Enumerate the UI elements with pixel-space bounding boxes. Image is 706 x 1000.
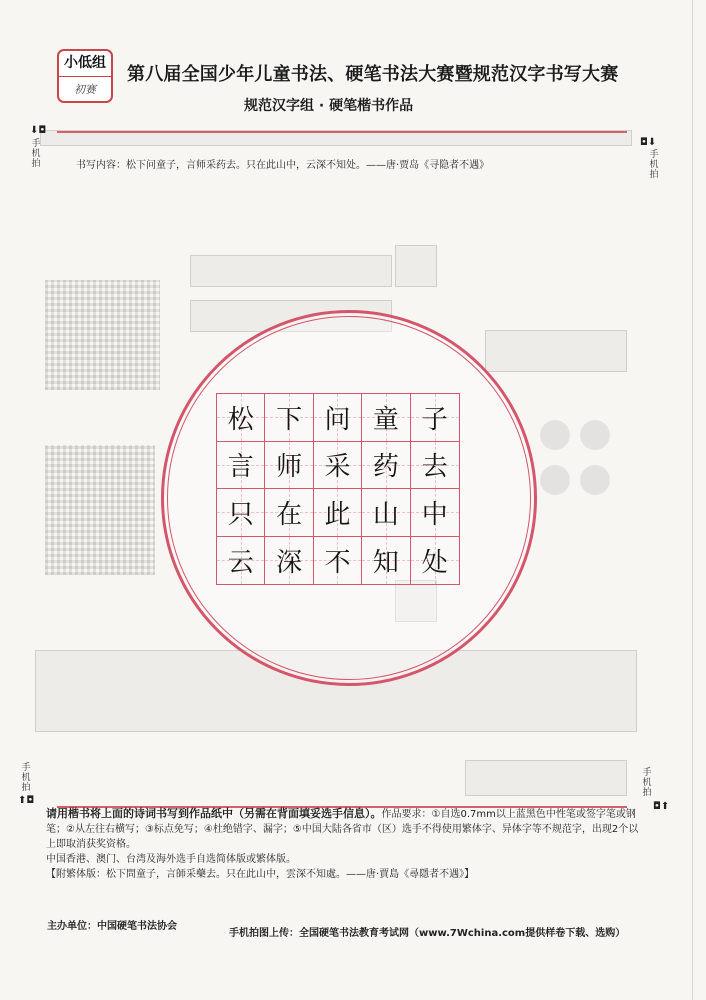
top-divider-line [57,131,627,133]
grid-cell [411,489,459,537]
handwritten-character: 去 [421,452,448,483]
handwritten-character: 松 [227,404,254,435]
phone-label: 手机拍 [21,763,31,793]
phone-label: 手机拍 [31,139,41,169]
instructions-regional-note: 中国香港、澳门、台湾及海外选手自选简体版或繁体版。 [46,854,296,865]
handwritten-character: 不 [324,547,351,578]
writing-content: 书写内容：松下问童子，言师采药去。只在此山中，云深不知处。——唐·贾岛《寻隐者不遇》 [76,160,490,171]
grid-cell [362,489,410,537]
grid-cell [362,537,410,585]
grid-cell [265,537,313,585]
grid-cell [265,442,313,490]
handwritten-character: 深 [276,547,303,578]
grid-cell [217,537,265,585]
grid-cell [411,394,459,442]
page-subtitle: 规范汉字组 · 硬笔楷书作品 [244,98,414,114]
handwritten-character: 言 [227,452,254,483]
instructions-requirements: 作品要求：①自选0.7mm以上蓝黑色中性笔或签字笔或钢笔；②从左往右横写；③标点免写；④杜绝错字、漏字；⑤中国大陆各省市（区）选手不得使用繁体字、异体字等不规范字，出现2个以上即取消获奖资格。 [46,809,639,850]
handwritten-character: 师 [276,452,303,483]
handwritten-character: 采 [324,452,351,483]
stage-label: 初赛 [74,83,96,96]
instructions [46,806,646,882]
grid-cell [411,537,459,585]
handwritten-character: 在 [276,499,303,530]
writing-grid [216,393,460,585]
phone-label: 手机拍 [642,768,652,798]
paper-edge [692,0,693,1000]
upload-info: 手机拍图上传：全国硬笔书法教育考试网（www.7Wchina.com提供样卷下载、选购） [229,928,626,939]
handwritten-character: 中 [421,499,448,530]
handwritten-character: 问 [324,404,351,435]
camera-icon: ◘⬇ [640,137,657,148]
bleed-icon [580,465,610,495]
bleed-icon [540,465,570,495]
handwritten-character: 山 [372,499,399,530]
bleed-field [465,760,627,796]
phone-label: 手机拍 [649,150,659,180]
bleed-field [190,255,392,287]
group-label: 小低组 [59,51,111,77]
grid-cell [265,394,313,442]
organizer: 主办单位：中国硬笔书法协会 [47,921,177,932]
grid-cell [314,442,362,490]
instructions-heading: 请用楷书将上面的诗词书写到作品纸中（另需在背面填妥选手信息）。 [46,807,382,820]
handwritten-character: 童 [372,404,399,435]
bleed-icon [540,420,570,450]
grid-cell [314,489,362,537]
grid-cell [362,394,410,442]
bleed-icon [580,420,610,450]
grid-cell [217,442,265,490]
grid-cell [314,394,362,442]
handwritten-character: 此 [324,499,351,530]
camera-icon: ◘⬆ [653,801,670,812]
handwritten-character: 只 [227,499,254,530]
camera-icon: ⬇◘ [30,125,47,136]
bleed-number [395,245,437,287]
handwritten-character: 处 [421,547,448,578]
instructions-traditional-version: 【附繁体版：松下問童子，言師采藥去。只在此山中，雲深不知處。——唐·賈島《尋隱者不遇》】 [46,869,475,880]
grid-cell [217,394,265,442]
grid-cell [265,489,313,537]
grid-cell [411,442,459,490]
grid-cell [362,442,410,490]
page-title: 第八届全国少年儿童书法、硬笔书法大赛暨规范汉字书写大赛 [127,64,619,85]
grid-cell [217,489,265,537]
handwritten-character: 云 [227,547,254,578]
group-badge [57,49,113,103]
handwritten-character: 子 [421,404,448,435]
grid-cell [314,537,362,585]
handwritten-character: 下 [276,404,303,435]
camera-icon: ⬆◘ [18,795,35,806]
handwritten-character: 药 [372,452,399,483]
handwritten-character: 知 [372,547,399,578]
bleed-qr-code [45,280,160,390]
bleed-image [485,330,627,372]
bleed-qr-code [45,445,155,575]
